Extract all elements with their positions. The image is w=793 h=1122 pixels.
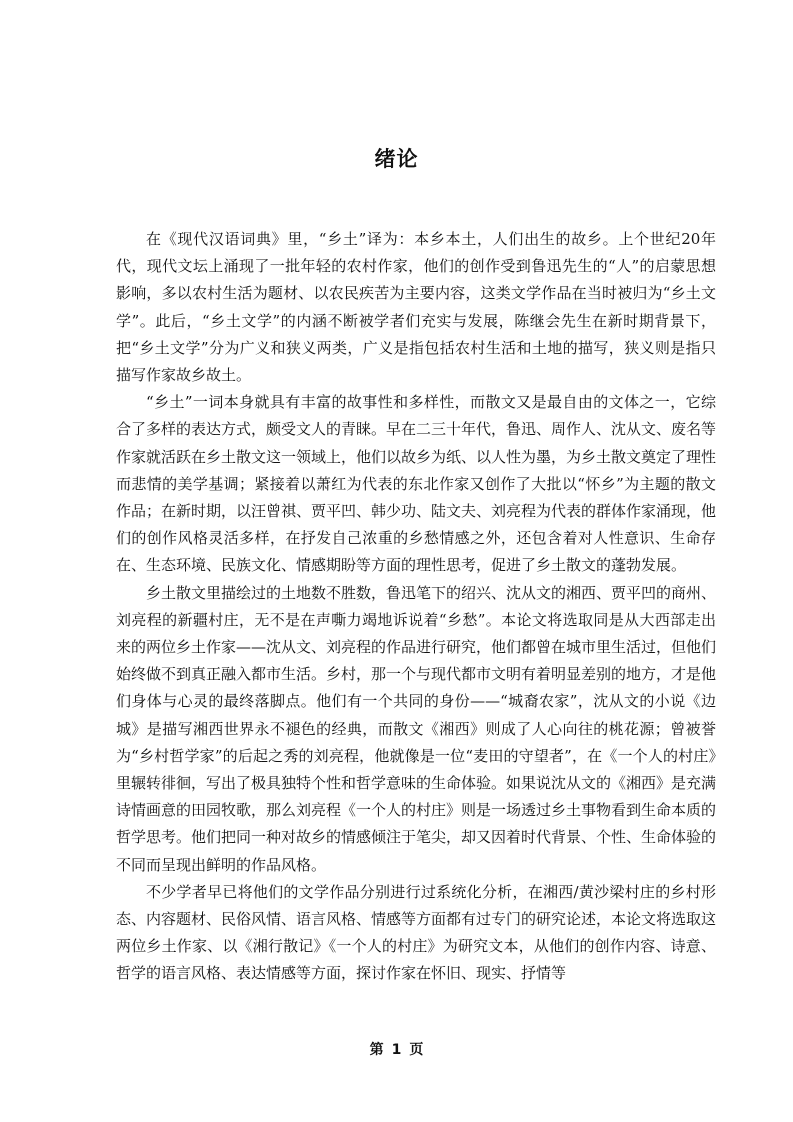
body-text <box>116 226 716 988</box>
paragraph-1: 在《现代汉语词典》里，“乡土”译为：本乡本土，人们出生的故乡。上个世纪20年代，现代文坛上涌现了一批年轻的农村作家，他们的创作受到鲁迅先生的“人”的启蒙思想影响，多以农村生活为题材、以农民疾苦为主要内容，这类文学作品在当时被归为“乡土文学”。此后，“乡土文学”的内涵不断被学者们充实与发展，陈继会先生在新时期背景下，把“乡土文学”分为广义和狭义两类，广义是指包括农村生活和土地的描写，狭义则是指只描写作家故乡故土。 <box>116 230 716 385</box>
page-title: 绪论 <box>374 147 419 171</box>
paragraph-2: “乡土”一词本身就具有丰富的故事性和多样性，而散文又是最自由的文体之一，它综合了多样的表达方式，颇受文人的青睐。早在二三十年代，鲁迅、周作人、沈从文、废名等作家就活跃在乡土散文这一领域上，他们以故乡为纸、以人性为墨，为乡土散文奠定了理性而悲情的美学基调；紧接着以萧红为代表的东北作家又创作了大批以“怀乡”为主题的散文作品；在新时期，以汪曾祺、贾平凹、韩少功、陆文夫、刘亮程为代表的群体作家涌现，他们的创作风格灵活多样，在抒发自己浓重的乡愁情感之外，还包含着对人性意识、生命存在、生态环境、民族文化、情感期盼等方面的理性思考，促进了乡土散文的蓬勃发展。 <box>116 393 717 575</box>
paragraph-3: 乡土散文里描绘过的土地数不胜数，鲁迅笔下的绍兴、沈从文的湘西、贾平凹的商州、刘亮程的新疆村庄，无不是在声嘶力竭地诉说着“乡愁”。本论文将选取同是从大西部走出来的两位乡土作家——沈从文、刘亮程的作品进行研究，他们都曾在城市里生活过，但他们始终做不到真正融入都市生活。乡村，那一个与现代都市文明有着明显差别的地方，才是他们身体与心灵的最终落脚点。他们有一个共同的身份——“城裔农家”，沈从文的小说《边城》是描写湘西世界永不褪色的经典，而散文《湘西》则成了人心向往的桃花源；曾被誉为“乡村哲学家”的后起之秀的刘亮程，他就像是一位“麦田的守望者”，在《一个人的村庄》里辗转徘徊，写出了极具独特个性和哲学意味的生命体验。如果说沈从文的《湘西》是充满诗情画意的田园牧歌，那么刘亮程《一个人的村庄》则是一场透过乡土事物看到生命本质的哲学思考。他们把同一种对故乡的情感倾注于笔尖，却又因着时代背景、个性、生命体验的不同而呈现出鲜明的作品风格。 <box>116 583 717 874</box>
page-number-prefix: 第 <box>369 1042 384 1058</box>
page-number-suffix: 页 <box>409 1042 424 1058</box>
paragraph-4: 不少学者早已将他们的文学作品分别进行过系统化分析，在湘西/黄沙梁村庄的乡村形态、内容题材、民俗风情、语言风格、情感等方面都有过专门的研究论述，本论文将选取这两位乡土作家、以《湘行散记》《一个人的村庄》为研究文本，从他们的创作内容、诗意、哲学的语言风格、表达情感等方面，探讨作家在怀旧、现实、抒情等 <box>116 882 717 983</box>
page-number: 1 <box>391 1042 402 1058</box>
page-footer <box>0 1040 793 1060</box>
